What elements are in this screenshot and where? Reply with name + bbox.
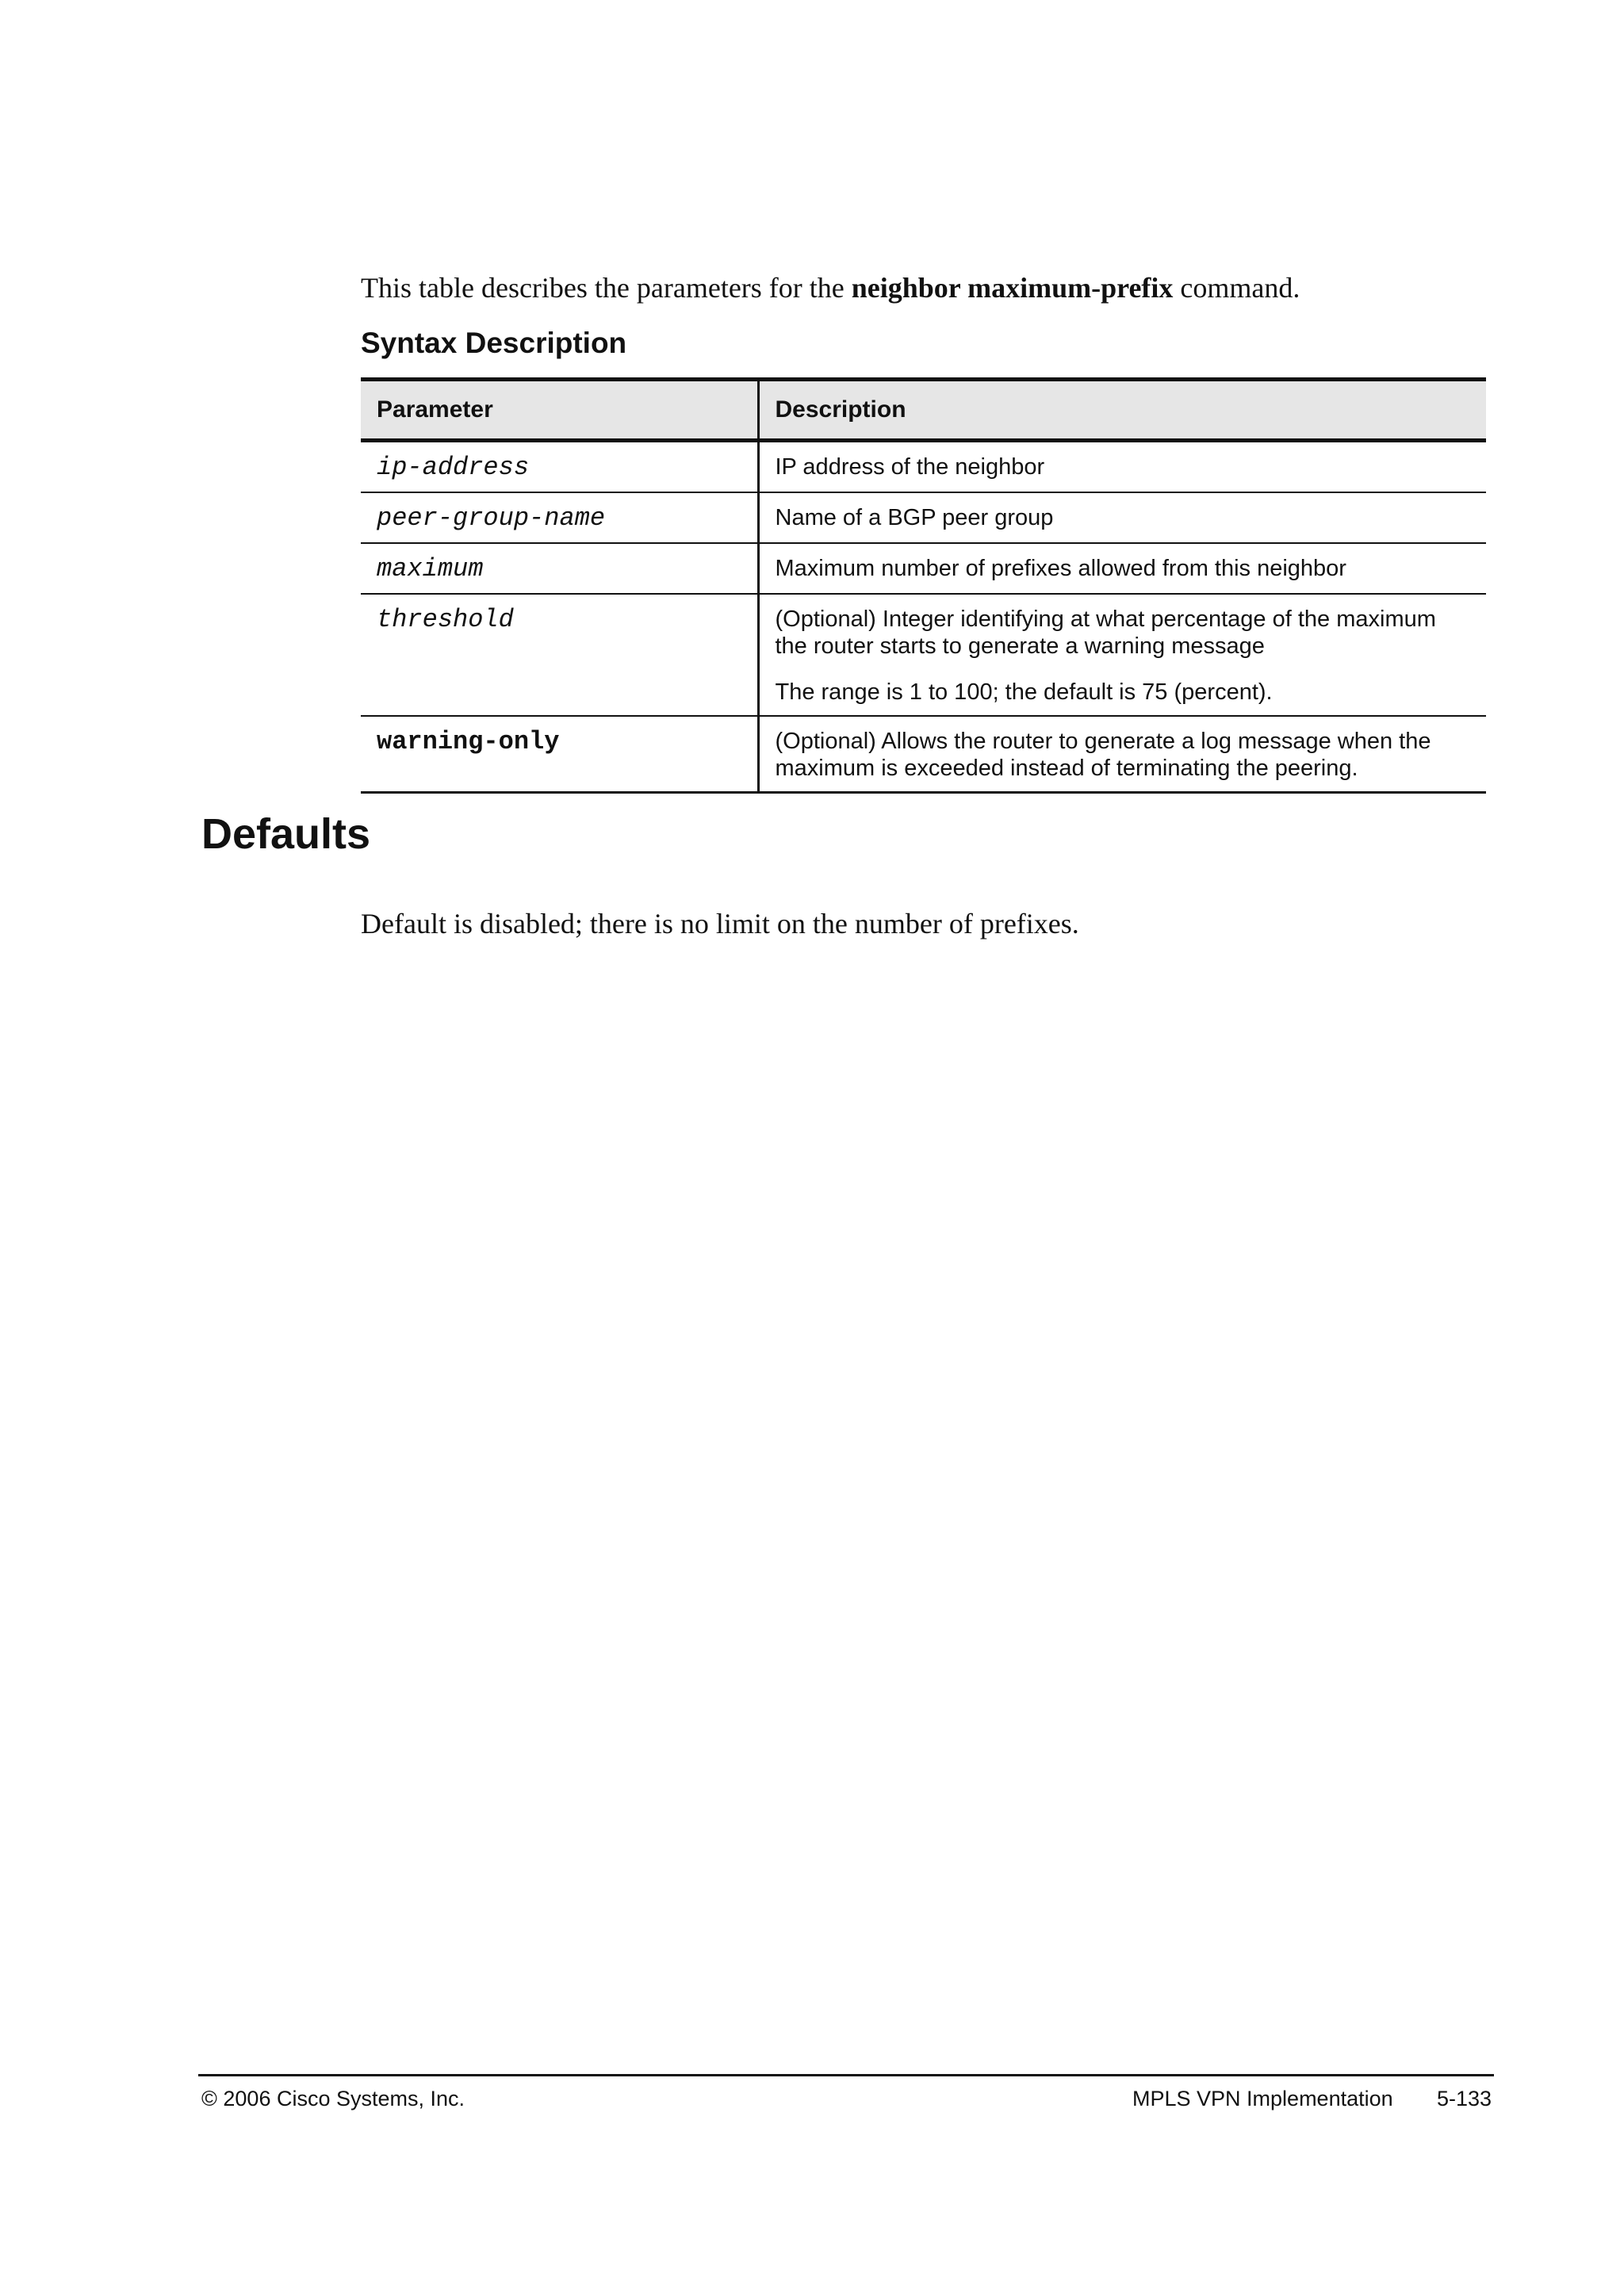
- defaults-heading: Defaults: [201, 810, 371, 858]
- description-cell: [758, 441, 1486, 493]
- footer-page-number: 5-133: [1437, 2087, 1492, 2110]
- syntax-description-table: [361, 377, 1486, 794]
- intro-suffix: command.: [1173, 272, 1300, 304]
- footer-divider: [198, 2074, 1494, 2076]
- description-text: (Optional) Integer identifying at what percentage of the maximum the router starts to generate a warning message: [775, 607, 1436, 659]
- parameter-threshold: threshold: [361, 594, 758, 716]
- parameter-maximum: maximum: [361, 543, 758, 594]
- description-text: Name of a BGP peer group: [775, 505, 1054, 530]
- description-cell: [758, 716, 1486, 793]
- table-row: [361, 543, 1486, 594]
- table-row: [361, 492, 1486, 543]
- intro-prefix: This table describes the parameters for the: [361, 272, 852, 304]
- description-cell: [758, 594, 1486, 716]
- syntax-description-heading: Syntax Description: [361, 327, 627, 359]
- parameter-peer-group-name: peer-group-name: [361, 492, 758, 543]
- header-parameter: Parameter: [361, 380, 758, 441]
- description-text: IP address of the neighbor: [775, 454, 1045, 480]
- table-row: [361, 716, 1486, 793]
- footer-document-title: MPLS VPN Implementation: [1132, 2087, 1393, 2110]
- command-name: neighbor maximum-prefix: [851, 272, 1174, 304]
- table-row: [361, 441, 1486, 493]
- description-range-text: The range is 1 to 100; the default is 75 (percent).: [775, 679, 1273, 705]
- description-cell: [758, 543, 1486, 594]
- table-header-row: [361, 380, 1486, 441]
- description-cell: [758, 492, 1486, 543]
- description-text: (Optional) Allows the router to generate a log message when the maximum is exceeded instead of terminating the peering.: [775, 729, 1431, 781]
- table-row: [361, 594, 1486, 716]
- footer-copyright: © 2006 Cisco Systems, Inc.: [201, 2087, 465, 2110]
- parameter-ip-address: ip-address: [377, 453, 530, 482]
- header-description: Description: [758, 380, 1486, 441]
- description-text: Maximum number of prefixes allowed from this neighbor: [775, 556, 1346, 581]
- parameter-warning-only: warning-only: [361, 716, 758, 793]
- defaults-text: Default is disabled; there is no limit on the number of prefixes.: [361, 908, 1079, 939]
- intro-paragraph: [361, 270, 1487, 306]
